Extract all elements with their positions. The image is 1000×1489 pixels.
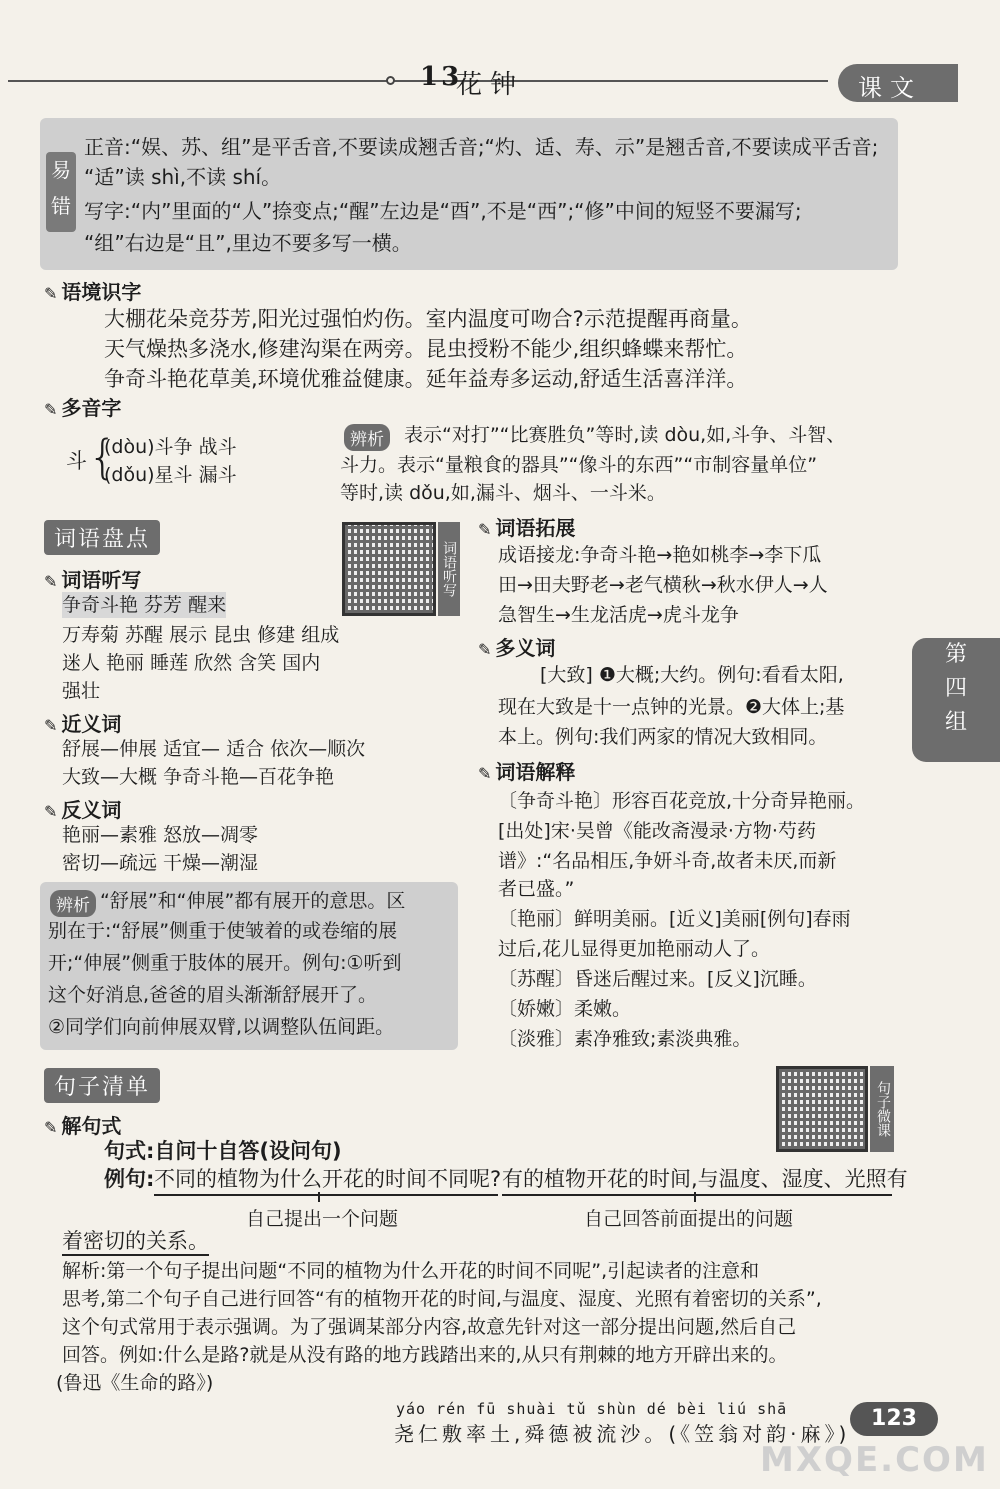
heading-text: 解句式 — [61, 1114, 122, 1138]
error-line-1: 正音:“娱、苏、组”是平舌音,不要读成翘舌音;“灼、适、寿、示”是翘舌音,不要读成平舌音; — [84, 135, 879, 159]
heading-text: 反义词 — [61, 798, 122, 822]
sentence-pattern: 句式:自问十自答(设问句) — [104, 1139, 342, 1163]
context-line-2: 天气燥热多浇水,修建沟渠在两旁。昆虫授粉不能少,组织蜂蝶来帮忙。 — [104, 337, 748, 361]
lesson-title: 花钟 — [456, 70, 525, 100]
synonym-line-2: 大致—大概 争奇斗艳—百花争艳 — [62, 766, 335, 788]
polyphone-note-2: 斗力。表示“量粮食的器具”“像斗的东西”“市制容量单位” — [340, 454, 818, 476]
footer-pinyin: yáo rén fū shuài tǔ shùn dé bèi liú shā — [396, 1400, 788, 1418]
answer-brace-tick — [694, 1192, 696, 1202]
explain-line-9: 〔淡雅〕素净雅致;素淡典雅。 — [498, 1028, 752, 1050]
pen-icon: ✎ — [44, 572, 58, 591]
antonym-line-1: 艳丽—素雅 怒放—凋零 — [62, 824, 259, 846]
dictation-line-2: 万寿菊 苏醒 展示 昆虫 修建 组成 — [62, 624, 340, 646]
section-tag: 课文 — [838, 64, 958, 102]
watermark: MXQE.COM — [760, 1440, 989, 1480]
synonym-note-4: 这个好消息,爸爸的眉头渐渐舒展开了。 — [48, 984, 378, 1006]
synonym-note-3: 开;“伸展”侧重于肢体的展开。例句:①听到 — [48, 952, 402, 974]
heading-text: 近义词 — [61, 712, 122, 736]
question-brace-label: 自己提出一个问题 — [246, 1208, 399, 1230]
analysis-line-2: 思考,第二个句子自己进行回答“有的植物开花的时间,与温度、湿度、光照有着密切的关系”, — [62, 1288, 822, 1310]
error-line-2: “适”读 shì,不读 shí。 — [84, 165, 282, 189]
antonym-line-2: 密切—疏远 干燥—潮湿 — [62, 852, 259, 874]
context-line-1: 大棚花朵竞芬芳,阳光过强怕灼伤。室内温度可吻合?示范提醒再商量。 — [104, 307, 752, 331]
sentence-banner: 句子清单 — [44, 1068, 160, 1103]
side-tab-line-1: 第 — [944, 642, 967, 667]
heading-text: 词语拓展 — [495, 516, 576, 540]
answer-brace-label: 自己回答前面提出的问题 — [584, 1208, 794, 1230]
dictation-heading — [44, 564, 141, 593]
explain-line-4: 者已盛。” — [498, 878, 575, 900]
vocab-qr-code[interactable] — [342, 522, 436, 616]
analysis-line-1: 解析:第一个句子提出问题“不同的植物为什么开花的时间不同呢”,引起读者的注意和 — [62, 1260, 760, 1282]
error-line-3: 写字:“内”里面的“人”捺变点;“醒”左边是“酉”,不是“西”;“修”中间的短竖不要漏写; — [84, 199, 802, 223]
dictation-line-1: 争奇斗艳 芬芳 醒来 — [62, 594, 227, 616]
pen-icon: ✎ — [478, 520, 492, 539]
question-brace-tick — [318, 1192, 320, 1202]
analysis-badge: 辨析 — [344, 424, 390, 451]
sentence-qr-label: 句子微课 — [870, 1066, 894, 1152]
explain-line-1: 〔争奇斗艳〕形容百花竞放,十分奇异艳丽。 — [498, 790, 866, 812]
explain-line-7: 〔苏醒〕昏迷后醒过来。[反义]沉睡。 — [498, 968, 817, 990]
heading-text: 多音字 — [61, 396, 122, 420]
polysemy-line-1: [大致] ❶大概;大约。例句:看看太阳, — [540, 664, 844, 686]
lesson-number: 13 — [420, 62, 463, 92]
analysis-line-3: 这个句式常用于表示强调。为了强调某部分内容,故意先针对这一部分提出问题,然后自己 — [62, 1316, 797, 1338]
heading-text: 语境识字 — [61, 280, 142, 304]
footer-verse: 尧仁敷率土,舜德被流沙。(《笠翁对韵·麻》) — [394, 1422, 851, 1446]
explain-line-3: 谱》:“名品相压,争妍斗奇,故者未厌,而新 — [498, 850, 837, 872]
synonym-heading — [44, 708, 121, 737]
side-tab-line-3: 组 — [944, 710, 967, 735]
example-label: 例句: — [104, 1167, 155, 1191]
polyphone-reading-2: (dǒu)星斗 漏斗 — [104, 464, 237, 486]
heading-text: 词语解释 — [495, 760, 576, 784]
side-tab-line-2: 四 — [944, 676, 967, 701]
idiom-chain-line-2: 田→田夫野老→老气横秋→秋水伊人→人 — [498, 574, 828, 596]
polyphone-reading-1: (dòu)斗争 战斗 — [104, 436, 237, 458]
pen-icon: ✎ — [44, 802, 58, 821]
context-line-3: 争奇斗艳花草美,环境优雅益健康。延年益寿多运动,舒适生活喜洋洋。 — [104, 367, 748, 391]
explain-line-5: 〔艳丽〕鲜明美丽。[近义]美丽[例句]春雨 — [498, 908, 851, 930]
example-tail: 着密切的关系。 — [62, 1228, 209, 1256]
pen-icon: ✎ — [44, 716, 58, 735]
context-literacy-heading — [44, 276, 141, 305]
idiom-chain-line-3: 急智生→生龙活虎→虎斗龙争 — [498, 604, 739, 626]
synonym-note-5: ②同学们向前伸展双臂,以调整队伍间距。 — [48, 1016, 395, 1038]
polyphone-char: 斗 — [66, 449, 87, 473]
example-question: 不同的植物为什么开花的时间不同呢? — [154, 1167, 502, 1191]
pen-icon: ✎ — [478, 764, 492, 783]
pen-icon: ✎ — [44, 1118, 58, 1137]
synonym-note-1: “舒展”和“伸展”都有展开的意思。区 — [100, 890, 406, 912]
explain-heading — [478, 756, 575, 785]
sentence-qr-code[interactable] — [776, 1066, 868, 1152]
synonym-line-1: 舒展—伸展 适宜— 适合 依次—顺次 — [62, 738, 366, 760]
header-rule — [8, 80, 828, 82]
explain-line-2: [出处]宋·吴曾《能改斋漫录·方物·芍药 — [498, 820, 816, 842]
vocab-qr-label: 词语听写 — [438, 522, 460, 616]
analysis-line-5: (鲁迅《生命的路》) — [56, 1372, 214, 1394]
sentence-pattern-heading — [44, 1110, 121, 1139]
heading-text: 词语听写 — [61, 568, 142, 592]
explain-line-6: 过后,花儿显得更加艳丽动人了。 — [498, 938, 771, 960]
error-line-4: “组”右边是“且”,里边不要多写一横。 — [84, 231, 412, 255]
synonym-note-2: 别在于:“舒展”侧重于使皱着的或卷缩的展 — [48, 920, 398, 942]
polyphone-heading — [44, 392, 121, 421]
idiom-chain-line-1: 成语接龙:争奇斗艳→艳如桃李→李下瓜 — [498, 544, 822, 566]
explain-line-8: 〔娇嫩〕柔嫩。 — [498, 998, 632, 1020]
page-number: 123 — [850, 1402, 938, 1436]
polyphone-note-1: 表示“对打”“比赛胜负”等时,读 dòu,如,斗争、斗智、 — [404, 424, 846, 446]
brace-icon: { — [88, 430, 118, 484]
antonym-heading — [44, 794, 121, 823]
pen-icon: ✎ — [44, 400, 58, 419]
dictation-line-3: 迷人 艳丽 睡莲 欣然 含笑 国内 — [62, 652, 321, 674]
answer-brace — [502, 1194, 892, 1196]
expansion-heading — [478, 512, 575, 541]
pen-icon: ✎ — [44, 284, 58, 303]
pen-icon: ✎ — [478, 640, 492, 659]
polyphone-note-3: 等时,读 dǒu,如,漏斗、烟斗、一斗米。 — [340, 482, 666, 504]
polysemy-line-2: 现在大致是十一点钟的光景。❷大体上;基 — [498, 696, 845, 718]
dictation-line-4: 强壮 — [62, 680, 101, 702]
analysis-badge: 辨析 — [50, 890, 96, 917]
analysis-line-4: 回答。例如:什么是路?就是从没有路的地方践踏出来的,从只有荆棘的地方开辟出来的。 — [62, 1344, 788, 1366]
heading-text: 多义词 — [495, 636, 556, 660]
unit-side-tab[interactable] — [912, 638, 1000, 762]
header-dot — [386, 76, 395, 85]
question-brace — [154, 1194, 498, 1196]
vocab-banner: 词语盘点 — [44, 520, 160, 555]
polysemy-heading — [478, 632, 555, 661]
example-answer: 有的植物开花的时间,与温度、湿度、光照有 — [502, 1167, 908, 1191]
error-prone-label: 易错 — [46, 152, 76, 232]
polysemy-line-3: 本上。例句:我们两家的情况大致相同。 — [498, 726, 828, 748]
